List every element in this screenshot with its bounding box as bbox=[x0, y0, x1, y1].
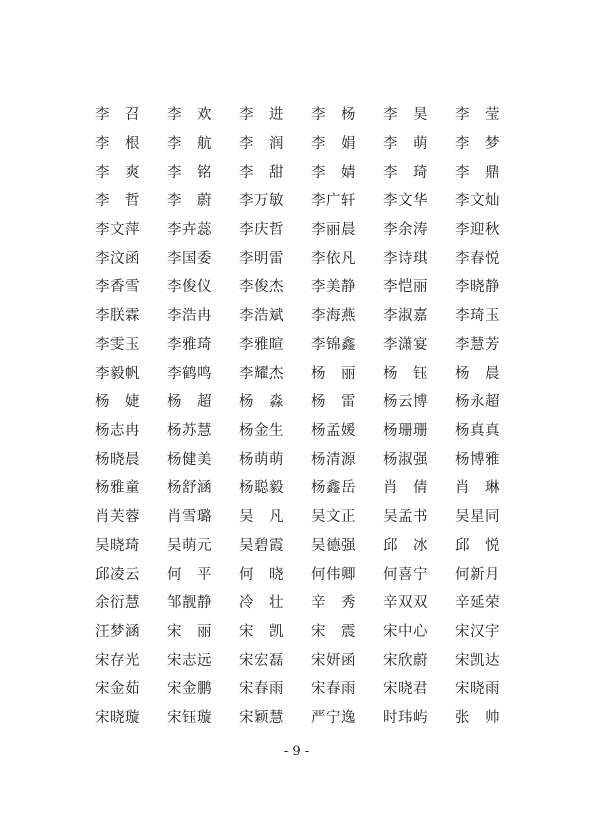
name-entry: 吴星同 bbox=[455, 509, 500, 526]
name-entry: 宋 丽 bbox=[167, 624, 212, 641]
name-entry: 何 平 bbox=[167, 566, 212, 583]
name-entry: 杨 晨 bbox=[455, 365, 500, 382]
name-entry: 李 婧 bbox=[311, 164, 356, 181]
name-entry: 李俊仪 bbox=[167, 279, 212, 296]
name-entry: 杨鑫岳 bbox=[311, 480, 356, 497]
name-entry: 严宁逸 bbox=[311, 710, 356, 727]
name-entry: 杨健美 bbox=[167, 451, 212, 468]
name-entry: 李美静 bbox=[311, 279, 356, 296]
name-entry: 汪梦涵 bbox=[95, 624, 140, 641]
name-entry: 李汶函 bbox=[95, 250, 140, 267]
name-entry: 李毅帆 bbox=[95, 365, 140, 382]
name-entry: 宋春雨 bbox=[311, 681, 356, 698]
name-entry: 李潇宴 bbox=[383, 336, 428, 353]
name-entry: 李晓静 bbox=[455, 279, 500, 296]
name-entry: 李琦玉 bbox=[455, 308, 500, 325]
name-entry: 余衍慧 bbox=[95, 595, 140, 612]
name-entry: 李 鼎 bbox=[455, 164, 500, 181]
name-entry: 李 琦 bbox=[383, 164, 428, 181]
name-entry: 肖 琳 bbox=[455, 480, 500, 497]
name-entry: 李国委 bbox=[167, 250, 212, 267]
name-entry: 李余涛 bbox=[383, 221, 428, 238]
name-entry: 杨 超 bbox=[167, 394, 212, 411]
name-entry: 吴碧霞 bbox=[239, 537, 284, 554]
name-entry: 杨云博 bbox=[383, 394, 428, 411]
name-entry: 邹靓静 bbox=[167, 595, 212, 612]
name-entry: 李 爽 bbox=[95, 164, 140, 181]
name-entry: 李卉蕊 bbox=[167, 221, 212, 238]
name-entry: 时玮屿 bbox=[383, 710, 428, 727]
name-entry: 杨苏慧 bbox=[167, 423, 212, 440]
name-entry: 李丽晨 bbox=[311, 221, 356, 238]
name-entry: 宋汉宇 bbox=[455, 624, 500, 641]
name-entry: 李广轩 bbox=[311, 193, 356, 210]
name-entry: 杨晓晨 bbox=[95, 451, 140, 468]
name-entry: 张 帅 bbox=[455, 710, 500, 727]
name-entry: 李 航 bbox=[167, 135, 212, 152]
name-entry: 李庆哲 bbox=[239, 221, 284, 238]
name-entry: 李 召 bbox=[95, 107, 140, 124]
name-entry: 李浩斌 bbox=[239, 308, 284, 325]
name-entry: 宋晓雨 bbox=[455, 681, 500, 698]
name-entry: 李朕霖 bbox=[95, 308, 140, 325]
name-entry: 李海燕 bbox=[311, 308, 356, 325]
name-entry: 杨博雅 bbox=[455, 451, 500, 468]
name-entry: 李鹤鸣 bbox=[167, 365, 212, 382]
name-entry: 李明雷 bbox=[239, 250, 284, 267]
name-entry: 李浩冉 bbox=[167, 308, 212, 325]
name-entry: 宋春雨 bbox=[239, 681, 284, 698]
name-entry: 李 娟 bbox=[311, 135, 356, 152]
name-entry: 宋志远 bbox=[167, 652, 212, 669]
name-entry: 宋中心 bbox=[383, 624, 428, 641]
name-entry: 宋妍函 bbox=[311, 652, 356, 669]
name-entry: 杨金生 bbox=[239, 423, 284, 440]
name-entry: 李雯玉 bbox=[95, 336, 140, 353]
name-entry: 宋金茹 bbox=[95, 681, 140, 698]
name-entry: 肖芙蓉 bbox=[95, 509, 140, 526]
name-entry: 李 萌 bbox=[383, 135, 428, 152]
name-entry: 吴孟书 bbox=[383, 509, 428, 526]
name-entry: 李雅暄 bbox=[239, 336, 284, 353]
name-entry: 宋存光 bbox=[95, 652, 140, 669]
name-entry: 杨永超 bbox=[455, 394, 500, 411]
name-entry: 杨志冉 bbox=[95, 423, 140, 440]
name-entry: 李 进 bbox=[239, 107, 284, 124]
name-entry: 李 根 bbox=[95, 135, 140, 152]
name-entry: 宋欣蔚 bbox=[383, 652, 428, 669]
name-entry: 杨 钰 bbox=[383, 365, 428, 382]
name-entry: 辛 秀 bbox=[311, 595, 356, 612]
name-entry: 李依凡 bbox=[311, 250, 356, 267]
name-entry: 杨 婕 bbox=[95, 394, 140, 411]
name-entry: 李春悦 bbox=[455, 250, 500, 267]
name-entry: 李恺丽 bbox=[383, 279, 428, 296]
name-entry: 何伟卿 bbox=[311, 566, 356, 583]
name-entry: 杨真真 bbox=[455, 423, 500, 440]
name-entry: 李俊杰 bbox=[239, 279, 284, 296]
name-entry: 辛双双 bbox=[383, 595, 428, 612]
name-entry: 吴萌元 bbox=[167, 537, 212, 554]
page-number: - 9 - bbox=[283, 744, 310, 759]
name-entry: 宋金鹏 bbox=[167, 681, 212, 698]
name-entry: 李 铭 bbox=[167, 164, 212, 181]
name-entry: 吴文正 bbox=[311, 509, 356, 526]
name-entry: 吴德强 bbox=[311, 537, 356, 554]
name-entry: 何新月 bbox=[455, 566, 500, 583]
name-entry: 宋凯达 bbox=[455, 652, 500, 669]
name-entry: 李 甜 bbox=[239, 164, 284, 181]
name-entry: 宋 震 bbox=[311, 624, 356, 641]
name-entry: 李锦鑫 bbox=[311, 336, 356, 353]
name-entry: 辛延荣 bbox=[455, 595, 500, 612]
name-entry: 杨 丽 bbox=[311, 365, 356, 382]
name-entry: 邱 冰 bbox=[383, 537, 428, 554]
name-entry: 肖雪璐 bbox=[167, 509, 212, 526]
name-entry: 李淑嘉 bbox=[383, 308, 428, 325]
name-entry: 李迎秋 bbox=[455, 221, 500, 238]
name-entry: 宋钰璇 bbox=[167, 710, 212, 727]
name-entry: 杨雅童 bbox=[95, 480, 140, 497]
name-entry: 李 杨 bbox=[311, 107, 356, 124]
name-entry: 宋晓璇 bbox=[95, 710, 140, 727]
name-entry: 邱 悦 bbox=[455, 537, 500, 554]
name-entry: 杨聪毅 bbox=[239, 480, 284, 497]
name-entry: 杨珊珊 bbox=[383, 423, 428, 440]
name-entry: 邱凌云 bbox=[95, 566, 140, 583]
name-entry: 李文华 bbox=[383, 193, 428, 210]
name-entry: 吴 凡 bbox=[239, 509, 284, 526]
name-entry: 李 蔚 bbox=[167, 193, 212, 210]
name-entry: 李 润 bbox=[239, 135, 284, 152]
name-entry: 李 莹 bbox=[455, 107, 500, 124]
name-list-grid bbox=[95, 101, 525, 733]
name-entry: 李诗琪 bbox=[383, 250, 428, 267]
name-entry: 杨舒涵 bbox=[167, 480, 212, 497]
name-entry: 李文灿 bbox=[455, 193, 500, 210]
name-entry: 李雅琦 bbox=[167, 336, 212, 353]
name-entry: 李耀杰 bbox=[239, 365, 284, 382]
name-entry: 李香雪 bbox=[95, 279, 140, 296]
name-entry: 杨清源 bbox=[311, 451, 356, 468]
name-entry: 宋颖慧 bbox=[239, 710, 284, 727]
name-entry: 杨孟媛 bbox=[311, 423, 356, 440]
name-entry: 宋宏磊 bbox=[239, 652, 284, 669]
name-entry: 杨淑强 bbox=[383, 451, 428, 468]
name-entry: 李慧芳 bbox=[455, 336, 500, 353]
name-entry: 冷 壮 bbox=[239, 595, 284, 612]
name-entry: 李 昊 bbox=[383, 107, 428, 124]
name-entry: 宋 凯 bbox=[239, 624, 284, 641]
name-entry: 李文萍 bbox=[95, 221, 140, 238]
name-entry: 李 欢 bbox=[167, 107, 212, 124]
name-entry: 宋晓君 bbox=[383, 681, 428, 698]
name-entry: 杨 淼 bbox=[239, 394, 284, 411]
name-entry: 李 梦 bbox=[455, 135, 500, 152]
name-entry: 杨萌萌 bbox=[239, 451, 284, 468]
name-entry: 肖 倩 bbox=[383, 480, 428, 497]
name-entry: 李 哲 bbox=[95, 193, 140, 210]
name-entry: 吴晓琦 bbox=[95, 537, 140, 554]
name-entry: 杨 雷 bbox=[311, 394, 356, 411]
name-entry: 何喜宁 bbox=[383, 566, 428, 583]
name-entry: 李万敏 bbox=[239, 193, 284, 210]
name-entry: 何 晓 bbox=[239, 566, 284, 583]
